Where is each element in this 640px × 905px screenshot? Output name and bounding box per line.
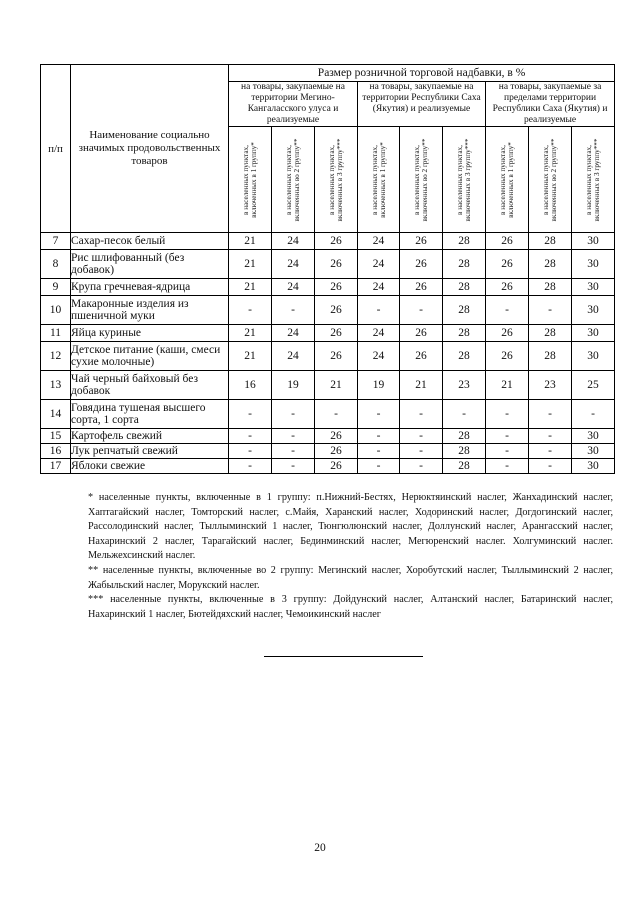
- footnote-group-3: *** населенные пункты, включенные в 3 группу: Дойдунский наслег, Алтанский наслег, Батаринский наслег, Нахаринский 1 наслег, Бютейдяхский наслег, Чемоикинский наслег: [88, 594, 613, 620]
- product-name: Макаронные изделия из пшеничной муки: [71, 296, 229, 325]
- row-number: 17: [41, 459, 71, 474]
- markup-value: 26: [486, 342, 529, 371]
- markup-value: 26: [486, 279, 529, 296]
- markup-value: 28: [529, 250, 572, 279]
- markup-value: -: [358, 429, 400, 444]
- markup-value: -: [486, 444, 529, 459]
- markup-value: -: [529, 400, 572, 429]
- subheader-text: в населенных пунктах, включенных в 3 группу***: [456, 138, 472, 221]
- markup-value: -: [400, 400, 443, 429]
- header-markup-size: Размер розничной торговой надбавки, в %: [229, 65, 615, 82]
- markup-value: 28: [529, 279, 572, 296]
- row-number: 16: [41, 444, 71, 459]
- subheader-g1-2: [272, 127, 315, 233]
- subheader-text: в населенных пунктах, включенных во 2 группу**: [542, 138, 558, 221]
- markup-value: -: [486, 400, 529, 429]
- row-number: 13: [41, 371, 71, 400]
- markup-value: 26: [486, 233, 529, 250]
- markup-value: 26: [315, 342, 358, 371]
- markup-value: 30: [572, 279, 615, 296]
- table-row: [41, 400, 615, 429]
- product-name: Детское питание (каши, смеси сухие молочные): [71, 342, 229, 371]
- markup-value: 26: [315, 459, 358, 474]
- markup-value: 26: [315, 325, 358, 342]
- markup-value: 23: [443, 371, 486, 400]
- markup-value: 25: [572, 371, 615, 400]
- markup-value: -: [529, 444, 572, 459]
- row-number: 15: [41, 429, 71, 444]
- markup-value: 16: [229, 371, 272, 400]
- table-row: [41, 233, 615, 250]
- subheader-g1-3: [315, 127, 358, 233]
- product-name: Чай черный байховый без добавок: [71, 371, 229, 400]
- markup-value: 24: [358, 279, 400, 296]
- table-row: [41, 296, 615, 325]
- markup-value: 21: [229, 250, 272, 279]
- row-number: 14: [41, 400, 71, 429]
- header-group-local: на товары, закупаемые на территории Мегино-Кангаласского улуса и реализуемые: [229, 82, 358, 127]
- markup-value: 26: [486, 325, 529, 342]
- markup-value: -: [272, 444, 315, 459]
- markup-value: 26: [400, 342, 443, 371]
- markup-value: 26: [400, 279, 443, 296]
- markup-value: 30: [572, 444, 615, 459]
- subheader-g3-2: [529, 127, 572, 233]
- markup-value: 26: [315, 250, 358, 279]
- markup-value: -: [272, 429, 315, 444]
- header-product-name: Наименование социально значимых продовольственных товаров: [71, 65, 229, 233]
- table-row: [41, 279, 615, 296]
- markup-value: -: [572, 400, 615, 429]
- markup-value: -: [358, 444, 400, 459]
- markup-value: 30: [572, 429, 615, 444]
- markup-value: -: [529, 296, 572, 325]
- markup-value: -: [486, 296, 529, 325]
- subheader-text: в населенных пунктах, включенных в 3 группу***: [328, 138, 344, 221]
- row-number: 11: [41, 325, 71, 342]
- header-pp: п/п: [41, 65, 71, 233]
- markup-value: 30: [572, 325, 615, 342]
- subheader-g3-3: [572, 127, 615, 233]
- markup-value: -: [443, 400, 486, 429]
- product-name: Яблоки свежие: [71, 459, 229, 474]
- subheader-g2-3: [443, 127, 486, 233]
- markup-value: 26: [315, 296, 358, 325]
- markup-value: -: [229, 400, 272, 429]
- markup-table: [40, 64, 615, 474]
- row-number: 7: [41, 233, 71, 250]
- markup-value: -: [272, 459, 315, 474]
- markup-value: -: [400, 429, 443, 444]
- markup-value: -: [358, 400, 400, 429]
- table-row: [41, 325, 615, 342]
- product-name: Говядина тушеная высшего сорта, 1 сорта: [71, 400, 229, 429]
- markup-value: 26: [400, 250, 443, 279]
- subheader-text: в населенных пунктах, включенных во 2 группу**: [285, 138, 301, 221]
- markup-value: 21: [229, 233, 272, 250]
- subheader-g1-1: [229, 127, 272, 233]
- markup-value: 24: [272, 279, 315, 296]
- markup-value: -: [529, 459, 572, 474]
- markup-value: 30: [572, 296, 615, 325]
- markup-value: -: [486, 429, 529, 444]
- row-number: 8: [41, 250, 71, 279]
- markup-value: 28: [529, 342, 572, 371]
- header-group-outside: на товары, закупаемые за пределами территории Республики Саха (Якутия) и реализуемые: [486, 82, 615, 127]
- markup-value: -: [229, 444, 272, 459]
- markup-value: 30: [572, 233, 615, 250]
- markup-value: 23: [529, 371, 572, 400]
- markup-value: -: [358, 296, 400, 325]
- markup-value: 30: [572, 342, 615, 371]
- product-name: Сахар-песок белый: [71, 233, 229, 250]
- markup-value: -: [315, 400, 358, 429]
- markup-value: 24: [358, 325, 400, 342]
- table-row: [41, 429, 615, 444]
- markup-value: 19: [358, 371, 400, 400]
- markup-value: 28: [443, 250, 486, 279]
- subheader-g2-1: [358, 127, 400, 233]
- markup-value: 28: [443, 279, 486, 296]
- row-number: 10: [41, 296, 71, 325]
- subheader-g2-2: [400, 127, 443, 233]
- table-row: [41, 250, 615, 279]
- markup-value: 28: [529, 325, 572, 342]
- markup-value: 26: [315, 279, 358, 296]
- markup-value: -: [400, 444, 443, 459]
- markup-value: -: [400, 459, 443, 474]
- markup-value: 28: [443, 296, 486, 325]
- subheader-text: в населенных пунктах, включенных в 1 группу*: [370, 141, 387, 218]
- subheader-text: в населенных пунктах, включенных в 1 группу*: [499, 141, 515, 218]
- subheader-text: в населенных пунктах, включенных во 2 группу**: [413, 138, 429, 221]
- markup-value: 21: [229, 342, 272, 371]
- markup-value: -: [272, 400, 315, 429]
- table-row: [41, 444, 615, 459]
- table-row: [41, 459, 615, 474]
- markup-value: 26: [486, 250, 529, 279]
- markup-value: 26: [400, 325, 443, 342]
- subheader-text: в населенных пунктах, включенных в 3 группу***: [585, 138, 602, 221]
- markup-value: 21: [229, 325, 272, 342]
- markup-value: -: [229, 459, 272, 474]
- table-row: [41, 371, 615, 400]
- markup-value: 24: [272, 233, 315, 250]
- markup-value: 24: [272, 325, 315, 342]
- markup-value: 19: [272, 371, 315, 400]
- markup-value: 30: [572, 250, 615, 279]
- footnotes: [88, 491, 613, 622]
- markup-value: 28: [443, 459, 486, 474]
- page-number: 20: [314, 842, 326, 854]
- markup-value: 28: [443, 342, 486, 371]
- markup-value: 24: [272, 250, 315, 279]
- product-name: Лук репчатый свежий: [71, 444, 229, 459]
- markup-value: 26: [315, 233, 358, 250]
- footnote-group-1: * населенные пункты, включенные в 1 группу: п.Нижний-Бестях, Нерюктяинский наслег, Жанхадинский наслег, Хаптагайский наслег, Томторский наслег, с.Майя, Харанский наслег, Ходоринский наслег, Догдогинский наслег, Рассолодинский наслег, Тыллыминский 1 наслег, Тюнгюлюнский наслег, Доллунский наслег, Арангасский наслег, Нахаринский 2 наслег, Тарагайский наслег, Бединминский наслег, Мегюренский наслег. Холгуминский наслег. Мельжехсинский наслег.: [88, 492, 613, 562]
- markup-value: -: [486, 459, 529, 474]
- markup-value: -: [229, 296, 272, 325]
- markup-value: -: [400, 296, 443, 325]
- table-row: [41, 342, 615, 371]
- markup-value: 28: [443, 444, 486, 459]
- markup-value: 26: [400, 233, 443, 250]
- markup-value: 30: [572, 459, 615, 474]
- markup-value: 24: [358, 342, 400, 371]
- header-group-republic: на товары, закупаемые на территории Республики Саха (Якутия) и реализуемые: [358, 82, 486, 127]
- markup-value: 28: [443, 233, 486, 250]
- markup-value: 21: [486, 371, 529, 400]
- markup-value: 24: [358, 250, 400, 279]
- markup-value: 26: [315, 444, 358, 459]
- row-number: 12: [41, 342, 71, 371]
- markup-value: 21: [400, 371, 443, 400]
- markup-value: 24: [358, 233, 400, 250]
- markup-value: -: [272, 296, 315, 325]
- row-number: 9: [41, 279, 71, 296]
- markup-value: -: [358, 459, 400, 474]
- markup-value: 21: [315, 371, 358, 400]
- product-name: Картофель свежий: [71, 429, 229, 444]
- markup-value: -: [229, 429, 272, 444]
- markup-value: 28: [529, 233, 572, 250]
- footnote-group-2: ** населенные пункты, включенные во 2 группу: Мегинский наслег, Хоробутский наслег, Тыллыминский 2 наслег, Жабыльский наслег, Морукский наслег.: [88, 564, 613, 591]
- product-name: Крупа гречневая-ядрица: [71, 279, 229, 296]
- markup-value: 21: [229, 279, 272, 296]
- subheader-g3-1: [486, 127, 529, 233]
- markup-value: 28: [443, 325, 486, 342]
- product-name: Рис шлифованный (без добавок): [71, 250, 229, 279]
- separator-line: [264, 656, 423, 657]
- markup-value: -: [529, 429, 572, 444]
- markup-value: 24: [272, 342, 315, 371]
- subheader-text: в населенных пунктах, включенных в 1 группу*: [242, 141, 258, 218]
- markup-value: 28: [443, 429, 486, 444]
- product-name: Яйца куриные: [71, 325, 229, 342]
- markup-value: 26: [315, 429, 358, 444]
